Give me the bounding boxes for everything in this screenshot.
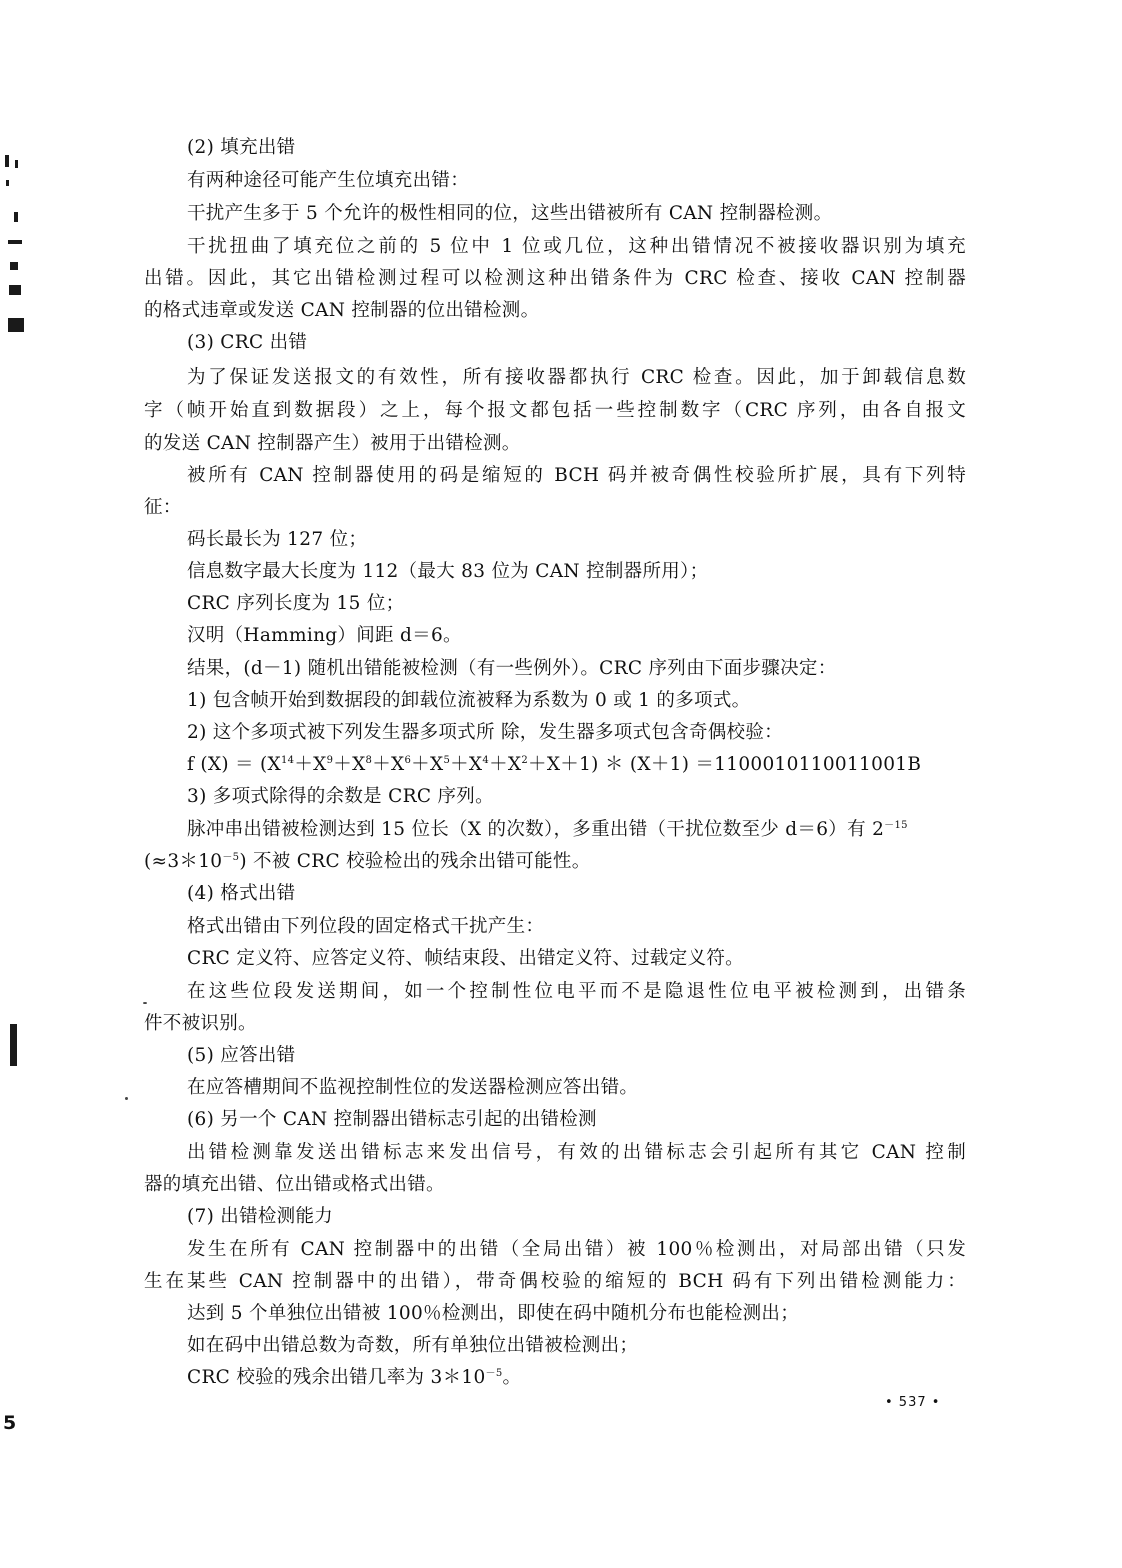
heading-ack-error: (5) 应答出错 xyxy=(187,1045,296,1066)
paragraph-line: 字（帧开始直到数据段）之上，每个报文都包括一些控制数字（CRC 序列，由各自报文 xyxy=(144,400,966,421)
paragraph-line: 在这些位段发送期间，如一个控制性位电平而不是隐退性位电平被检测到，出错条 xyxy=(187,981,966,1002)
step-line: 3) 多项式除得的余数是 CRC 序列。 xyxy=(187,786,494,807)
paragraph-line: 被所有 CAN 控制器使用的码是缩短的 BCH 码并被奇偶性校验所扩展，具有下列特 xyxy=(187,465,966,486)
margin-number: 5 xyxy=(3,1412,17,1434)
paragraph-line: 的发送 CAN 控制器产生）被用于出错检测。 xyxy=(144,433,521,454)
paragraph-line: 件不被识别。 xyxy=(144,1013,257,1034)
heading-form-error: (4) 格式出错 xyxy=(187,883,296,904)
burst-error-line: $(\approx 3*10^{-5})$ 不被 CRC 校验检出的残余出错可能性。 xyxy=(144,851,591,872)
paragraph-line: 干扰扭曲了填充位之前的 5 位中 1 位或几位，这种出错情况不被接收器识别为填充 xyxy=(187,236,966,257)
list-item: 达到 5 个单独位出错被 100％检测出，即使在码中随机分布也能检测出； xyxy=(187,1303,800,1324)
step-line: 1) 包含帧开始到数据段的卸载位流被释为系数为 0 或 1 的多项式。 xyxy=(187,690,751,711)
paragraph-line: 出错检测靠发送出错标志来发出信号，有效的出错标志会引起所有其它 CAN 控制 xyxy=(187,1142,966,1163)
paragraph-line: 出错。因此，其它出错检测过程可以检测这种出错条件为 CRC 检查、接收 CAN 控制器 xyxy=(144,268,966,289)
heading-error-flag-detection: (6) 另一个 CAN 控制器出错标志引起的出错检测 xyxy=(187,1109,597,1130)
paragraph-line: 发生在所有 CAN 控制器中的出错（全局出错）被 100％检测出，对局部出错（只发 xyxy=(187,1239,966,1260)
list-item: CRC 校验的残余出错几率为 $3*10^{-5}$。 xyxy=(187,1367,522,1388)
paragraph-line: 生在某些 CAN 控制器中的出错），带奇偶校验的缩短的 BCH 码有下列出错检测能力： xyxy=(144,1271,966,1292)
paragraph-line: 格式出错由下列位段的固定格式干扰产生： xyxy=(187,916,545,937)
heading-crc-error: (3) CRC 出错 xyxy=(187,332,308,353)
heading-bit-stuff-error: (2) 填充出错 xyxy=(187,137,296,158)
paragraph-line: 有两种途径可能产生位填充出错： xyxy=(187,170,470,191)
list-item: CRC 序列长度为 15 位； xyxy=(187,593,405,614)
paragraph-line: 征： xyxy=(144,497,182,518)
paragraph-line: 干扰产生多于 5 个允许的极性相同的位，这些出错被所有 CAN 控制器检测。 xyxy=(187,203,833,224)
list-item: 码长最长为 127 位； xyxy=(187,529,368,550)
heading-detection-capability: (7) 出错检测能力 xyxy=(187,1206,334,1227)
paragraph-line: 在应答槽期间不监视控制性位的发送器检测应答出错。 xyxy=(187,1077,639,1098)
list-item: 信息数字最大长度为 112（最大 83 位为 CAN 控制器所用）； xyxy=(187,561,709,582)
page-number: • 537 • xyxy=(885,1395,941,1410)
paragraph-line: CRC 定义符、应答定义符、帧结束段、出错定义符、过载定义符。 xyxy=(187,948,744,969)
list-item: 汉明（Hamming）间距 d＝6。 xyxy=(187,625,462,646)
paragraph-line: 的格式违章或发送 CAN 控制器的位出错检测。 xyxy=(144,300,540,321)
paragraph-line: 结果，(d－1) 随机出错能被检测（有一些例外）。CRC 序列由下面步骤决定： xyxy=(187,658,837,679)
step-line: 2) 这个多项式被下列发生器多项式所 除，发生器多项式包含奇偶校验： xyxy=(187,722,783,743)
paragraph-line: 器的填充出错、位出错或格式出错。 xyxy=(144,1174,445,1195)
paragraph-line: 为了保证发送报文的有效性，所有接收器都执行 CRC 检查。因此，加于卸载信息数 xyxy=(187,367,966,388)
generator-polynomial-formula: f $(X) = (X^{14}+X^9+X^8+X^6+X^5+X^4+X^2+X+1)$ ＊ (X＋1) ＝1100010110011001B xyxy=(187,754,922,775)
burst-error-line: 脉冲串出错被检测达到 15 位长（X 的次数），多重出错（干扰位数至少 d＝6）有 $2^{-15}$ xyxy=(187,819,908,840)
list-item: 如在码中出错总数为奇数，所有单独位出错被检测出； xyxy=(187,1335,639,1356)
